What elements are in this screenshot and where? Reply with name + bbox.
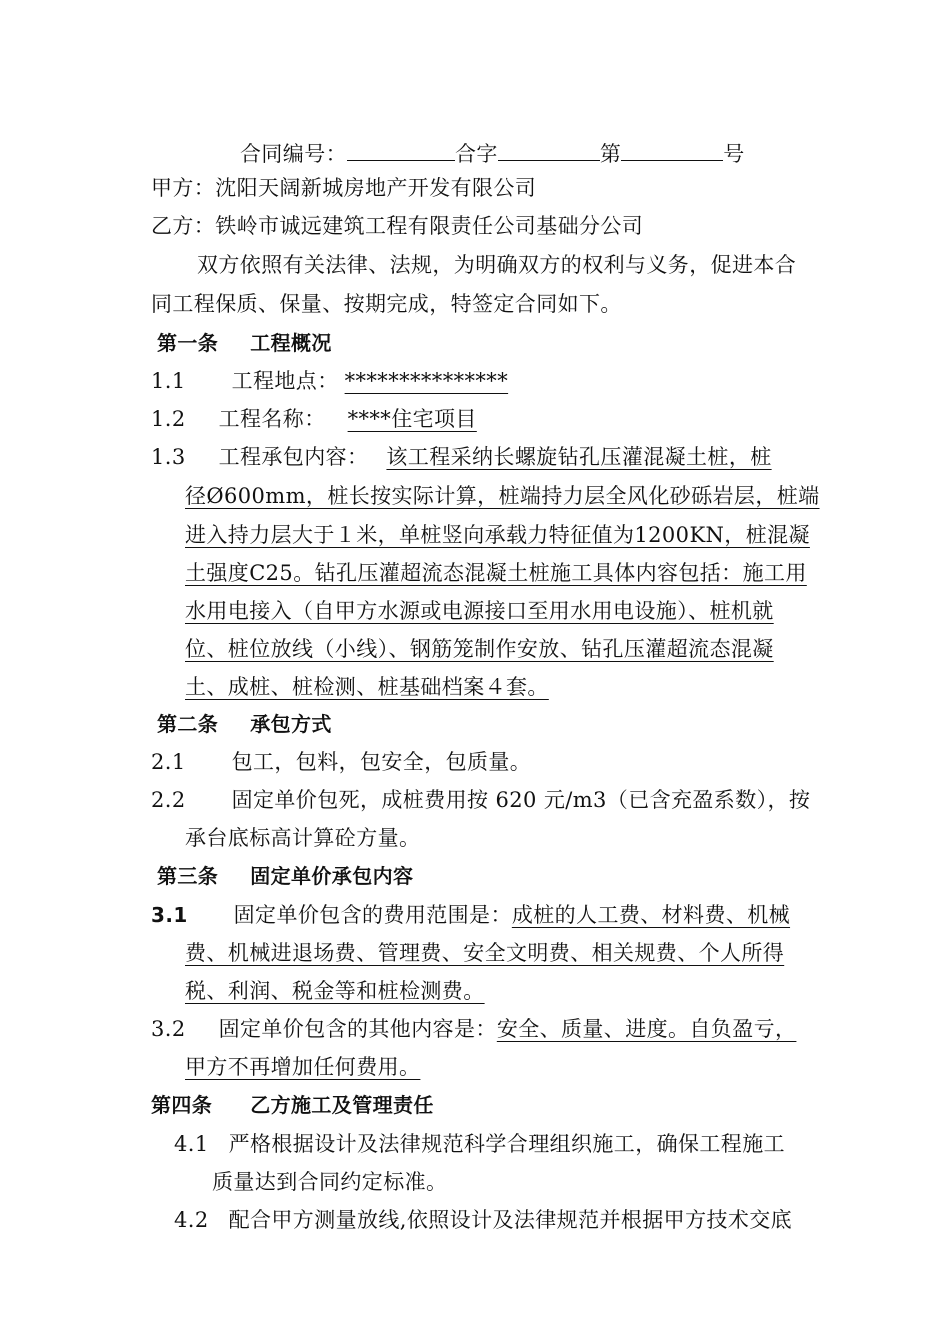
clause-3-1-number: 3.1 — [151, 903, 188, 927]
preamble-line-1: 双方依照有关法律、法规，为明确双方的权利与义务，促进本合 — [197, 253, 797, 277]
preamble-line-2: 同工程保质、保量、按期完成，特签定合同如下。 — [151, 292, 622, 316]
article-4-heading — [151, 1092, 434, 1118]
clause-1-3-line-5: 水用电接入（自甲方水源或电源接口至用水用电设施）、桩机就 — [185, 599, 774, 623]
clause-1-3 — [151, 444, 772, 470]
clause-1-1 — [151, 368, 508, 394]
clause-4-1-line-1: 严格根据设计及法律规范科学合理组织施工，确保工程施工 — [228, 1132, 786, 1156]
clause-1-1-label: 工程地点： — [231, 369, 339, 393]
clause-4-1-number: 4.1 — [174, 1132, 209, 1156]
contract-number-label: 合同编号： — [240, 142, 347, 166]
clause-3-1-label: 固定单价包含的费用范围是： — [233, 903, 512, 927]
clause-2-1 — [151, 749, 531, 775]
clause-1-3-line-4: 土强度C25。钻孔压灌超流态混凝土桩施工具体内容包括：施工用 — [185, 561, 807, 585]
article-2-number: 第二条 — [157, 712, 219, 736]
clause-1-3-number: 1.3 — [151, 445, 186, 469]
clause-3-1-line-2: 费、机械进退场费、管理费、安全文明费、相关规费、个人所得 — [185, 941, 785, 965]
clause-2-2-line-1: 固定单价包死，成桩费用按 620 元/m3（已含充盈系数），按 — [231, 788, 811, 812]
article-3-title: 固定单价承包内容 — [250, 864, 414, 888]
clause-2-2 — [151, 787, 810, 813]
clause-2-1-text: 包工，包料，包安全，包质量。 — [231, 750, 532, 774]
clause-1-1-number: 1.1 — [151, 369, 186, 393]
article-4-title: 乙方施工及管理责任 — [250, 1093, 434, 1117]
article-4-number: 第四条 — [151, 1093, 213, 1117]
article-3-number: 第三条 — [157, 864, 219, 888]
clause-4-1-line-2: 质量达到合同约定标准。 — [212, 1170, 448, 1194]
hao-label: 号 — [723, 142, 745, 166]
clause-3-1 — [151, 902, 790, 928]
clause-1-3-line-2: 径Ø600mm，桩长按实际计算，桩端持力层全风化砂砾岩层，桩端 — [185, 484, 820, 508]
article-2-title: 承包方式 — [250, 712, 332, 736]
article-1-number: 第一条 — [157, 331, 219, 355]
clause-3-2 — [151, 1016, 796, 1042]
contract-number-line — [240, 138, 745, 167]
clause-2-1-number: 2.1 — [151, 750, 186, 774]
party-a: 甲方：沈阳天阔新城房地产开发有限公司 — [151, 176, 537, 200]
article-1-title: 工程概况 — [250, 331, 332, 355]
clause-3-2-line-1: 安全、质量、进度。自负盈亏， — [496, 1017, 797, 1041]
article-1-heading — [157, 330, 332, 356]
clause-4-2-number: 4.2 — [174, 1208, 209, 1232]
clause-2-2-number: 2.2 — [151, 788, 186, 812]
he-zi-label: 合字 — [455, 142, 498, 166]
article-3-heading — [157, 863, 413, 889]
clause-2-2-line-2: 承台底标高计算砼方量。 — [185, 826, 421, 850]
clause-1-1-value: *************** — [344, 369, 509, 393]
party-b: 乙方：铁岭市诚远建筑工程有限责任公司基础分公司 — [151, 214, 644, 238]
clause-4-2-line-1: 配合甲方测量放线,依照设计及法律规范并根据甲方技术交底 — [228, 1208, 793, 1232]
clause-1-2-value: ****住宅项目 — [347, 407, 477, 431]
clause-3-1-line-1: 成桩的人工费、材料费、机械 — [511, 903, 791, 927]
clause-3-2-line-2: 甲方不再增加任何费用。 — [185, 1055, 421, 1079]
clause-1-3-line-3: 进入持力层大于１米，单桩竖向承载力特征值为1200KN，桩混凝 — [185, 523, 810, 547]
clause-1-3-line-1: 该工程采纳长螺旋钻孔压灌混凝土桩，桩 — [386, 445, 772, 469]
he-zi-blank — [498, 138, 600, 161]
clause-1-2 — [151, 406, 477, 432]
di-blank — [621, 138, 723, 161]
clause-4-2 — [174, 1207, 792, 1233]
article-2-heading — [157, 711, 332, 737]
clause-3-1-line-3: 税、利润、税金等和桩检测费。 — [185, 979, 485, 1003]
clause-1-3-label: 工程承包内容： — [218, 445, 369, 469]
clause-1-3-line-6: 位、桩位放线（小线）、钢筋笼制作安放、钻孔压灌超流态混凝 — [185, 637, 774, 661]
clause-3-2-number: 3.2 — [151, 1017, 186, 1041]
clause-4-1 — [174, 1131, 785, 1157]
clause-1-2-label: 工程名称： — [218, 407, 326, 431]
clause-1-2-number: 1.2 — [151, 407, 186, 431]
clause-1-3-line-7: 土、成桩、桩检测、桩基础档案４套。 — [185, 675, 549, 699]
contract-number-blank — [347, 138, 455, 161]
di-label: 第 — [599, 142, 622, 166]
clause-3-2-label: 固定单价包含的其他内容是： — [218, 1017, 497, 1041]
